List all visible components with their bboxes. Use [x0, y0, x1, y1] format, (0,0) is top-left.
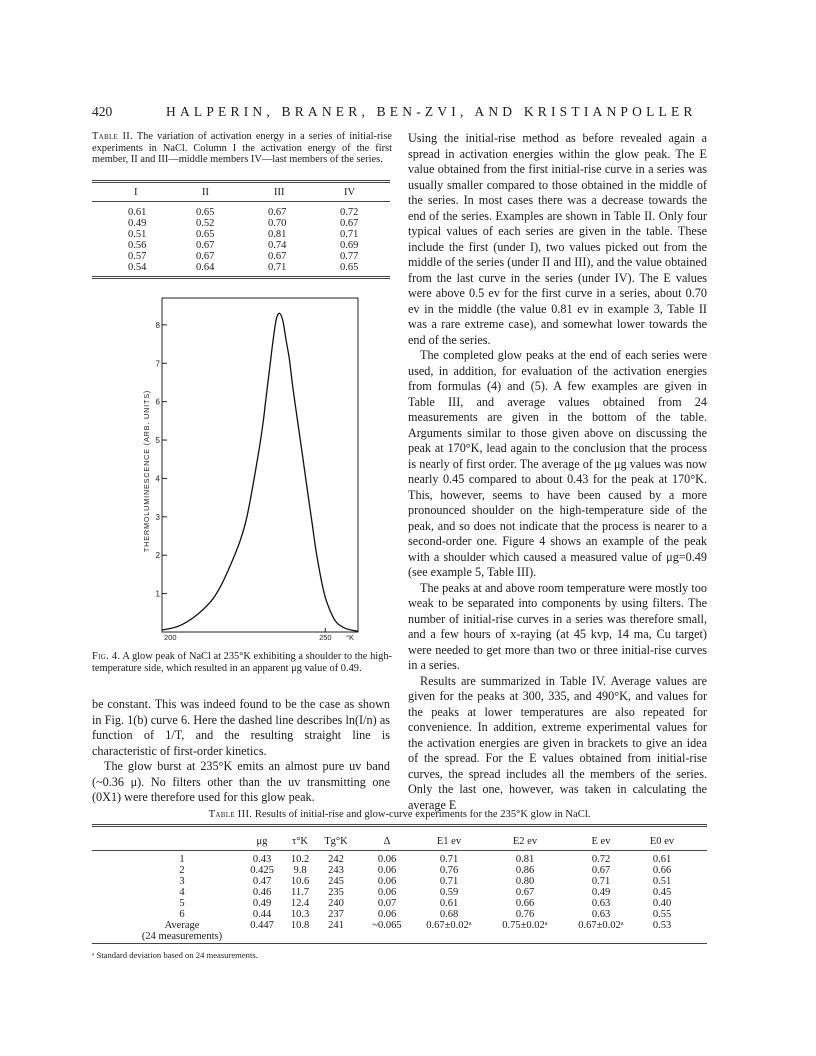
table2-row: [92, 262, 390, 273]
table3-cell: 10.2: [290, 854, 310, 865]
table3-cell: 0.61: [439, 898, 459, 909]
table3-cell: 0.43: [252, 854, 272, 865]
table3-header-rule: [92, 850, 707, 851]
table2-col-header: IV: [344, 187, 356, 198]
table3-cell: 10.6: [290, 876, 310, 887]
table3-cell: 0.07: [377, 898, 397, 909]
left-column: [92, 697, 390, 806]
table3-cell: 0.51: [652, 876, 672, 887]
table2-caption-label: Table II.: [92, 131, 133, 142]
paragraph: The peaks at and above room temperature were mostly too weak to be separated into components by using filters. The number of initial-rise curves in a series was therefore small, and a few hours of x-raying (at 45 kvp, 14 ma, Cu target) were needed to get more than two or three initial-rise curves in a series.: [408, 580, 707, 672]
y-tick-label: 5: [155, 436, 160, 446]
table3: [92, 824, 707, 944]
figure4: [140, 296, 390, 641]
table2-row: [92, 251, 390, 262]
table3-cell: 1: [179, 854, 185, 865]
paragraph: The completed glow peaks at the end of each series were used, in addition, for evaluation of the activation energies from formulas (4) and (5). A few examples are given in Table III, and average values obtained from 24 measurements are given in the bottom of the table. Arguments similar to those given above on discussing the peak at 170°K, lead again to the conclusion that the process is nearly of first order. The average of the μg values was now nearly 0.45 compared to about 0.43 for the peak at 170°K. This, however, seems to have been caused by a more pronounced shoulder on the high-temperature side of the peak, and so does not indicate that the process is nearer to a second-order one. Figure 4 shows an example of the peak with a shoulder which caused a measured value of μg=0.49 (see example 5, Table III).: [408, 348, 707, 579]
table3-cell: 0.76: [439, 865, 459, 876]
table3-cell: 0.61: [652, 854, 672, 865]
table3-row: [92, 865, 707, 876]
table2-cell: 0.67: [268, 207, 287, 218]
x-unit-label: °K: [346, 633, 355, 641]
table3-cell: 0.06: [377, 854, 397, 865]
table2-cell: 0.69: [340, 240, 359, 251]
table3-cell: 0.71: [591, 876, 611, 887]
table3-top-rule-2: [92, 826, 707, 827]
table3-average-note: (24 measurements): [141, 931, 223, 942]
table2-caption-text: The variation of activation energy in a series of initial-rise experiments in NaCl. Column I the activation energy of the first member, II and III—middle members IV—last members of the series.: [92, 131, 392, 166]
table3-cell: 242: [328, 854, 344, 865]
table3-cell: 0.53: [652, 920, 672, 931]
table2-col-header: II: [202, 187, 209, 198]
table2-cell: 0.67: [196, 251, 215, 262]
table2-col-header: III: [274, 187, 285, 198]
table2-header-rule: [92, 201, 390, 202]
table3-cell: 0.67±0.02ᵃ: [578, 920, 624, 931]
table3-row: [92, 854, 707, 865]
table3-cell: 0.06: [377, 865, 397, 876]
x-tick-label: 200: [164, 633, 177, 641]
table2-cell: 0.65: [340, 262, 359, 273]
table2-cell: 0.56: [128, 240, 147, 251]
table3-bottom-rule: [92, 943, 707, 944]
figure4-ylabel: THERMOLUMINESCENCE (ARB. UNITS): [142, 389, 151, 553]
table2-cell: 0.67: [268, 251, 287, 262]
table3-cell: 10.8: [290, 920, 310, 931]
table3-col-header: μg: [256, 836, 268, 847]
table2-header-row: [92, 187, 390, 198]
table3-cell: 0.63: [591, 898, 611, 909]
table3-cell: 0.71: [439, 854, 459, 865]
table2-row: [92, 240, 390, 251]
y-tick-label: 2: [155, 551, 160, 561]
table3-cell: 0.66: [515, 898, 535, 909]
table3-cell: 12.4: [290, 898, 310, 909]
table3-caption-label: Table III.: [208, 809, 253, 820]
table3-cell: 245: [328, 876, 344, 887]
y-tick-label: 3: [155, 512, 160, 522]
figure4-chart: [140, 296, 390, 641]
table3-footnote: ᵃ Standard deviation based on 24 measurements.: [92, 950, 258, 960]
table3-cell: 0.86: [515, 865, 535, 876]
figure4-frame: [162, 298, 358, 632]
paragraph: be constant. This was indeed found to be the case as shown in Fig. 1(b) curve 6. Here the dashed line describes ln(I/n) as function of 1/T, and the resulting straight line is characteristic of first-order kinetics.: [92, 697, 390, 758]
table3-cell: 0.63: [591, 909, 611, 920]
y-tick-label: 7: [155, 359, 160, 369]
table3-cell: 0.67: [515, 887, 535, 898]
table2-col-header: I: [134, 187, 138, 198]
table3-cell: 0.59: [439, 887, 459, 898]
table3-col-header: Δ: [383, 836, 391, 847]
table2-row: [92, 229, 390, 240]
table2-cell: 0.71: [268, 262, 287, 273]
x-tick-label: 250: [319, 633, 332, 641]
table3-col-header: Tg°K: [324, 836, 348, 847]
table2-bottom-rule-2: [92, 278, 390, 279]
table3-cell: 240: [328, 898, 344, 909]
figure4-caption: [92, 651, 392, 674]
figure4-caption-text: A glow peak of NaCl at 235°K exhibiting a shoulder to the high-temperature side, which resulted in an apparent μg value of 0.49.: [92, 651, 392, 674]
table3-col-header: E2 ev: [512, 836, 538, 847]
table3-col-header: E ev: [591, 836, 611, 847]
table3-cell: 0.75±0.02ᵃ: [502, 920, 548, 931]
table3-cell: 0.66: [652, 865, 672, 876]
y-tick-label: 4: [155, 474, 160, 484]
table3-cell: 243: [328, 865, 344, 876]
table3-cell: 3: [179, 876, 185, 887]
table3-row: [92, 909, 707, 920]
y-tick-label: 1: [155, 589, 160, 599]
table3-cell: Average: [164, 920, 200, 931]
table3-cell: 0.06: [377, 876, 397, 887]
figure4-caption-label: Fig. 4.: [92, 651, 121, 662]
running-authors: HALPERIN, BRANER, BEN-ZVI, AND KRISTIANPOLLER: [166, 104, 697, 119]
table3-cell: 0.76: [515, 909, 535, 920]
table3-cell: 0.81: [515, 854, 535, 865]
table2-cell: 0.67: [340, 218, 359, 229]
table3-caption: [92, 809, 707, 820]
right-column: [408, 131, 707, 813]
table3-col-header: τ°K: [291, 836, 308, 847]
table2-row: [92, 207, 390, 218]
table3-average-note-row: [92, 931, 707, 942]
table2-caption: [92, 131, 392, 166]
table2-cell: 0.52: [196, 218, 215, 229]
table3-cell: 0.06: [377, 909, 397, 920]
table2-cell: 0.54: [128, 262, 147, 273]
y-tick-label: 8: [155, 320, 160, 330]
glow-curve: [162, 313, 358, 631]
paragraph: The glow burst at 235°K emits an almost pure uv band (~0.36 μ). No filters other than the uv transmitting one (0X1) were therefore used for this glow peak.: [92, 759, 390, 804]
table3-row: [92, 887, 707, 898]
table3-cell: 0.45: [652, 887, 672, 898]
table3-cell: 0.67±0.02ᵃ: [426, 920, 472, 931]
table2-cell: 0.77: [340, 251, 359, 262]
table3-cell: 2: [179, 865, 185, 876]
table3-cell: 4: [179, 887, 185, 898]
table2-cell: 0.57: [128, 251, 147, 262]
table3-top-rule: [92, 824, 707, 825]
table2-cell: 0.67: [196, 240, 215, 251]
table3-cell: 0.72: [591, 854, 611, 865]
table3-cell: 0.49: [252, 898, 272, 909]
page-header: [92, 104, 732, 120]
table3-cell: 0.49: [591, 887, 611, 898]
table2-cell: 0.70: [268, 218, 287, 229]
table3-cell: 0.425: [250, 865, 274, 876]
table2-cell: 0.72: [340, 207, 359, 218]
table3-cell: 0.06: [377, 887, 397, 898]
table2-cell: 0.71: [340, 229, 359, 240]
table3-cell: 10.3: [290, 909, 310, 920]
table3-row: [92, 898, 707, 909]
table3-cell: 11.7: [291, 887, 309, 898]
table3-cell: 0.46: [252, 887, 272, 898]
y-tick-label: 6: [155, 397, 160, 407]
table3-average-row: [92, 920, 707, 931]
table3-caption-text: Results of initial-rise and glow-curve experiments for the 235°K glow in NaCl.: [254, 809, 591, 820]
table3-row: [92, 876, 707, 887]
table2-cell: 0.74: [268, 240, 287, 251]
table3-col-header: E0 ev: [649, 836, 675, 847]
table3-cell: 235: [328, 887, 344, 898]
paragraph: Results are summarized in Table IV. Average values are given for the peaks at 300, 335, and 490°K, and values for the peaks at lower temperatures are also repeated for convenience. In addition, extreme experimental values for the activation energies are given in brackets to give an idea of the spread. For the E values obtained from initial-rise curves, the spread includes all the members of the series. Only the last one, however, was taken in calculating the average E: [408, 673, 707, 812]
table3-header-row: [92, 836, 707, 847]
table3-cell: 0.67: [591, 865, 611, 876]
table3-cell: 0.71: [439, 876, 459, 887]
table2-top-rule: [92, 180, 390, 181]
table3-cell: 9.8: [293, 865, 307, 876]
table3-cell: 0.44: [252, 909, 272, 920]
table2-bottom-rule: [92, 276, 390, 277]
table2-cell: 0.49: [128, 218, 147, 229]
table2-cell: 0.81: [268, 229, 287, 240]
table3-col-header: E1 ev: [436, 836, 462, 847]
table2-cell: 0.64: [196, 262, 215, 273]
table3-cell: 0.80: [515, 876, 535, 887]
table3-cell: 237: [328, 909, 344, 920]
table3-cell: 0.55: [652, 909, 672, 920]
table2-top-rule-2: [92, 182, 390, 183]
table3-cell: 5: [179, 898, 185, 909]
table3-cell: 0.68: [439, 909, 459, 920]
paragraph: Using the initial-rise method as before revealed again a spread in activation energies within the glow peak. The E value obtained from the first initial-rise curve in a series was usually smaller compared to those obtained in the middle of the series. In most cases there was a decrease towards the end of the series. Examples are shown in Table II. Only four typical values of each series are given in the table. These include the first (under I), two values picked out from the middle of the series (under II and III), and the value obtained from the last curve in the series (under IV). The E values were above 0.5 ev for the first curve in a series, about 0.70 ev in the middle (the value 0.81 ev in example 3, Table II was a rare extreme case), and somewhat lower towards the end of the series.: [408, 131, 707, 347]
table2-cell: 0.61: [128, 207, 147, 218]
table3-cell: 6: [179, 909, 185, 920]
table3-cell: ~0.065: [372, 920, 402, 931]
table3-cell: 241: [328, 920, 344, 931]
table2-row: [92, 218, 390, 229]
table3-cell: 0.47: [252, 876, 272, 887]
table3-cell: 0.447: [250, 920, 274, 931]
page-number: 420: [92, 104, 113, 119]
table2-cell: 0.65: [196, 229, 215, 240]
table3-cell: 0.40: [652, 898, 672, 909]
table2-cell: 0.51: [128, 229, 147, 240]
table2-cell: 0.65: [196, 207, 215, 218]
